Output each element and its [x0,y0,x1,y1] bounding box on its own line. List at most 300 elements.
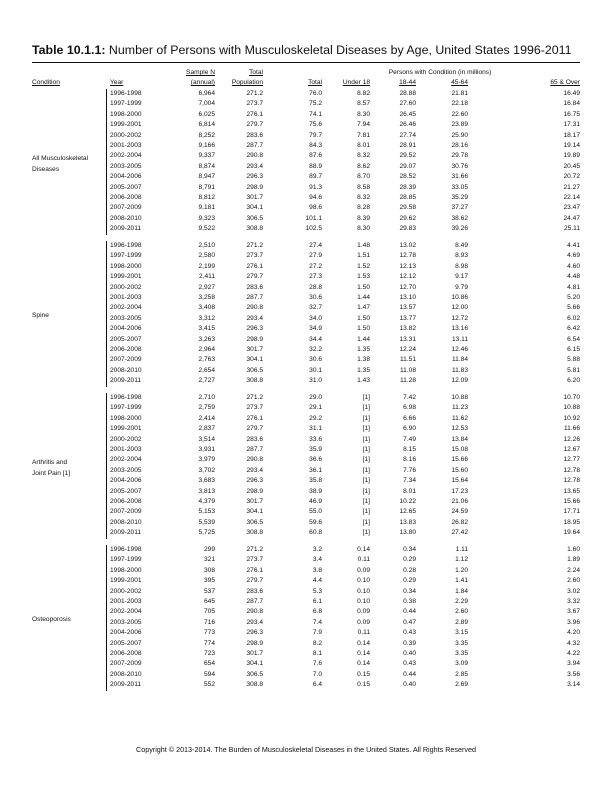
sample-n-cell: 2,837 [198,425,215,433]
year-cell: 2004-2006 [110,629,142,637]
age45-64-cell: 3.09 [455,660,468,668]
age45-64-cell: 33.05 [451,183,468,191]
age45-64-cell: 24.59 [451,508,468,516]
table-row [0,303,612,313]
age45-64-cell: 35.29 [451,194,468,201]
year-cell: 2003-2005 [110,162,142,170]
total-cell: 8.1 [312,650,322,657]
table-row [0,99,612,109]
age18-44-cell: 0.39 [403,639,416,647]
header-year: Year [110,79,124,86]
sample-n-cell: 2,964 [198,346,215,353]
total-pop-cell: 296.3 [246,477,263,485]
age65-cell: 12.77 [563,456,580,464]
age65-cell: 19.64 [563,529,580,537]
age45-64-cell: 30.76 [451,162,468,170]
total-pop-cell: 276.1 [246,262,263,270]
table-title-text: Number of Persons with Musculoskeletal Diseases by Age, United States 1996-2011 [105,43,572,57]
age18-44-cell: 7.34 [403,477,416,485]
under18-cell: 7.81 [357,131,370,139]
sample-n-cell: 308 [203,566,215,574]
under18-cell: 0.10 [357,598,370,605]
total-pop-cell: 290.8 [246,608,263,616]
total-cell: 32.2 [309,346,322,353]
age45-64-cell: 31.66 [451,173,468,181]
under18-cell: 1.52 [357,262,370,270]
total-pop-cell: 306.5 [246,518,263,526]
age65-cell: 4.69 [567,252,580,260]
total-cell: 5.3 [312,587,322,595]
total-pop-cell: 308.8 [246,529,263,537]
sample-n-cell: 6,964 [198,90,215,97]
sample-n-cell: 8,947 [198,173,215,181]
age18-44-cell: 0.28 [403,566,416,574]
total-pop-cell: 304.1 [246,204,263,212]
under18-cell: [1] [362,498,370,505]
total-cell: 6.4 [312,681,322,689]
age18-44-cell: 8.01 [403,487,416,495]
total-cell: 75.6 [309,121,322,129]
total-pop-cell: 293.4 [246,314,263,322]
total-pop-cell: 276.1 [246,566,263,574]
total-pop-cell: 271.2 [246,242,263,249]
total-cell: 8.2 [312,639,322,647]
table-row [0,262,612,272]
under18-cell: 8.70 [357,173,370,181]
sample-n-cell: 395 [203,577,215,585]
year-cell: 2003-2005 [110,466,142,474]
total-cell: 6.1 [312,598,322,605]
age45-64-cell: 21.81 [451,90,468,97]
age65-cell: 22.14 [563,194,580,201]
age65-cell: 11.66 [563,425,580,433]
age65-cell: 20.72 [563,173,580,181]
age65-cell: 25.11 [563,225,580,233]
sample-n-cell: 2,763 [198,356,215,364]
table-row [0,335,612,345]
year-cell: 1996-1998 [110,394,142,401]
under18-cell: 1.38 [357,356,370,364]
year-cell: 2005-2007 [110,335,142,343]
sample-n-cell: 2,510 [198,242,215,249]
year-cell: 2005-2007 [110,639,142,647]
age45-64-cell: 12.72 [451,314,468,322]
total-pop-cell: 298.9 [246,487,263,495]
total-pop-cell: 308.8 [246,377,263,385]
sample-n-cell: 2,727 [198,377,215,385]
age18-44-cell: 26.46 [399,121,416,129]
year-cell: 2001-2003 [110,142,142,149]
age18-44-cell: 6.66 [403,414,416,422]
table-row [0,455,612,465]
sample-n-cell: 654 [203,660,215,668]
age45-64-cell: 17.23 [451,487,468,495]
total-pop-cell: 271.2 [246,90,263,97]
age45-64-cell: 1.84 [455,587,468,595]
total-cell: 88.9 [309,162,322,170]
age45-64-cell: 9.17 [455,273,468,281]
age18-44-cell: 11.08 [399,366,416,374]
age45-64-cell: 15.08 [451,446,468,453]
sample-n-cell: 8,874 [198,162,215,170]
age65-cell: 5.66 [567,304,580,312]
under18-cell: 1.53 [357,273,370,281]
age18-44-cell: 28.52 [399,173,416,181]
age18-44-cell: 27.74 [399,131,416,139]
table-row [0,224,612,234]
header-sample-n-line1: Sample N [186,69,215,76]
year-cell: 2007-2009 [110,356,142,364]
age45-64-cell: 39.26 [451,225,468,233]
age45-64-cell: 21.06 [451,498,468,505]
table-row [0,314,612,324]
table-row [0,172,612,182]
age45-64-cell: 1.11 [455,546,468,553]
year-cell: 1997-1999 [110,252,142,260]
table-row [0,393,612,403]
age18-44-cell: 11.51 [399,356,416,364]
age18-44-cell: 12.78 [399,252,416,260]
age65-cell: 3.02 [567,587,580,595]
total-pop-cell: 276.1 [246,414,263,422]
total-pop-cell: 301.7 [246,194,263,201]
age18-44-cell: 0.44 [403,670,416,678]
under18-cell: [1] [362,466,370,474]
total-pop-cell: 273.7 [246,252,263,260]
table-row [0,366,612,376]
total-cell: 89.7 [309,173,322,181]
total-pop-cell: 306.5 [246,670,263,678]
age65-cell: 17.71 [563,508,580,516]
year-cell: 1996-1998 [110,242,142,249]
table-row [0,241,612,251]
table-row [0,89,612,99]
age18-44-cell: 12.13 [399,262,416,270]
table-row [0,324,612,334]
age18-44-cell: 0.29 [403,556,416,564]
age18-44-cell: 28.88 [399,90,416,97]
age65-cell: 6.42 [567,325,580,333]
age65-cell: 4.60 [567,262,580,270]
under18-cell: 0.11 [357,556,370,564]
sample-n-cell: 2,927 [198,283,215,291]
title-rule [32,62,580,63]
age65-cell: 13.65 [563,487,580,495]
total-cell: 34.4 [309,335,322,343]
sample-n-cell: 716 [203,618,215,626]
age65-cell: 5.20 [567,294,580,301]
age45-64-cell: 3.35 [455,650,468,657]
under18-cell: [1] [362,446,370,453]
age65-cell: 16.84 [563,100,580,108]
sample-n-cell: 3,979 [198,456,215,464]
total-cell: 31.1 [309,425,322,433]
age18-44-cell: 13.02 [399,242,416,249]
sample-n-cell: 8,252 [198,131,215,139]
table-row [0,424,612,434]
header-condition: Condition [32,79,60,86]
under18-cell: [1] [362,425,370,433]
total-cell: 3.4 [312,556,322,564]
age18-44-cell: 13.83 [399,518,416,526]
total-cell: 60.8 [309,529,322,537]
under18-cell: 0.11 [357,629,370,637]
header-persons-group: Persons with Condition (in millions) [388,69,492,76]
table-row [0,272,612,282]
sample-n-cell: 9,337 [198,152,215,160]
age65-cell: 4.22 [567,650,580,657]
under18-cell: 1.44 [357,335,370,343]
header-sample-n-line2: (annual) [190,79,215,86]
total-cell: 27.2 [309,262,322,270]
age45-64-cell: 1.20 [455,566,468,574]
total-pop-cell: 296.3 [246,173,263,181]
total-cell: 79.7 [309,131,322,139]
year-cell: 2003-2005 [110,314,142,322]
table-row [0,507,612,517]
year-cell: 2003-2005 [110,618,142,626]
age45-64-cell: 8.49 [455,242,468,249]
under18-cell: [1] [362,477,370,485]
year-cell: 1998-2000 [110,110,142,118]
total-pop-cell: 293.4 [246,466,263,474]
sample-n-cell: 8,812 [198,194,215,201]
age65-cell: 19.14 [563,142,580,149]
copyright-footer: Copyright © 2013-2014. The Burden of Musculoskeletal Diseases in the United States. All Rights Reserved [136,745,476,754]
age45-64-cell: 2.69 [455,681,468,689]
under18-cell: 8.30 [357,225,370,233]
total-pop-cell: 306.5 [246,214,263,222]
total-cell: 29.1 [309,404,322,412]
sample-n-cell: 3,931 [198,446,215,453]
age65-cell: 12.78 [563,477,580,485]
total-cell: 3.8 [312,566,322,574]
condition-label-line: Joint Pain [1] [32,469,71,477]
year-cell: 2000-2002 [110,131,142,139]
sample-n-cell: 9,522 [198,225,215,233]
table-row [0,435,612,445]
sample-n-cell: 774 [203,639,215,647]
under18-cell: 8.01 [357,142,370,149]
total-pop-cell: 273.7 [246,556,263,564]
under18-cell: 8.28 [357,204,370,212]
under18-cell: 0.14 [357,660,370,668]
age45-64-cell: 1.12 [455,556,468,564]
total-cell: 36.6 [309,456,322,464]
sample-n-cell: 7,004 [198,100,215,108]
age18-44-cell: 13.82 [399,325,416,333]
sample-n-cell: 3,702 [198,466,215,474]
total-pop-cell: 283.6 [246,587,263,595]
age65-cell: 5.88 [567,356,580,364]
sample-n-cell: 537 [203,587,215,595]
under18-cell: 1.44 [357,294,370,301]
age18-44-cell: 0.43 [403,629,416,637]
table-row [0,649,612,659]
under18-cell: 0.14 [357,546,370,553]
under18-cell: 8.32 [357,194,370,201]
age65-cell: 6.54 [567,335,580,343]
sample-n-cell: 723 [203,650,215,657]
total-cell: 30.6 [309,356,322,364]
age45-64-cell: 37.27 [451,204,468,212]
header-under18: Under 18 [342,79,370,86]
table-row [0,355,612,365]
age18-44-cell: 0.40 [403,681,416,689]
table-row [0,376,612,386]
page-title [32,43,572,57]
year-cell: 2001-2003 [110,598,142,605]
age18-44-cell: 29.62 [399,214,416,222]
sample-n-cell: 9,181 [198,204,215,212]
age45-64-cell: 8.98 [455,262,468,270]
year-cell: 2005-2007 [110,183,142,191]
age65-cell: 6.02 [567,314,580,322]
age18-44-cell: 0.47 [403,618,416,626]
header-sample-n [170,69,215,76]
age18-44-cell: 0.44 [403,608,416,616]
total-cell: 74.1 [309,110,322,118]
total-cell: 7.4 [312,618,322,626]
age18-44-cell: 0.34 [403,587,416,595]
total-pop-cell: 304.1 [246,356,263,364]
age65-cell: 3.67 [567,608,580,616]
table-row [0,120,612,130]
age65-cell: 16.75 [563,110,580,118]
age65-cell: 4.32 [567,639,580,647]
total-pop-cell: 273.7 [246,404,263,412]
age18-44-cell: 28.39 [399,183,416,191]
year-cell: 2008-2010 [110,366,142,374]
table-row [0,555,612,565]
age45-64-cell: 2.89 [455,618,468,626]
table-row [0,566,612,576]
age45-64-cell: 10.88 [451,394,468,401]
total-cell: 102.5 [305,225,322,233]
year-cell: 2004-2006 [110,325,142,333]
total-cell: 91.3 [309,183,322,191]
age65-cell: 12.78 [563,466,580,474]
year-cell: 2006-2008 [110,194,142,201]
sample-n-cell: 552 [203,681,215,689]
under18-cell: 1.35 [357,346,370,353]
sample-n-cell: 8,791 [198,183,215,191]
age45-64-cell: 15.64 [451,477,468,485]
age18-44-cell: 12.65 [399,508,416,516]
condition-label-line: Diseases [32,165,60,173]
under18-cell: [1] [362,414,370,422]
year-cell: 2002-2004 [110,152,142,160]
age65-cell: 3.94 [567,660,580,668]
under18-cell: [1] [362,487,370,495]
total-cell: 98.6 [309,204,322,212]
year-cell: 2009-2011 [110,225,142,233]
total-pop-cell: 301.7 [246,650,263,657]
age45-64-cell: 13.11 [451,335,468,343]
condition-label-line: Osteoporosis [32,616,71,624]
sample-n-cell: 3,263 [198,335,215,343]
age18-44-cell: 13.80 [399,529,416,537]
year-cell: 2009-2011 [110,681,142,689]
under18-cell: [1] [362,508,370,516]
age45-64-cell: 13.16 [451,325,468,333]
age65-cell: 10.70 [563,394,580,401]
age45-64-cell: 15.60 [451,466,468,474]
age65-cell: 10.88 [563,404,580,412]
sample-n-cell: 3,683 [198,477,215,485]
total-pop-cell: 301.7 [246,498,263,505]
total-cell: 38.9 [309,487,322,495]
under18-cell: 0.14 [357,639,370,647]
sample-n-cell: 2,654 [198,366,215,374]
total-cell: 31.0 [309,377,322,385]
age18-44-cell: 27.60 [399,100,416,108]
age18-44-cell: 6.90 [403,425,416,433]
table-row [0,131,612,141]
total-pop-cell: 287.7 [246,446,263,453]
total-cell: 29.0 [309,394,322,401]
total-cell: 87.6 [309,152,322,160]
total-cell: 27.3 [309,273,322,281]
year-cell: 2000-2002 [110,435,142,443]
total-cell: 32.7 [309,304,322,312]
total-pop-cell: 283.6 [246,435,263,443]
total-cell: 27.4 [309,242,322,249]
age65-cell: 4.81 [567,283,580,291]
under18-cell: 1.48 [357,242,370,249]
year-cell: 1999-2001 [110,273,142,281]
age65-cell: 12.67 [563,446,580,453]
under18-cell: [1] [362,394,370,401]
total-cell: 34.9 [309,325,322,333]
year-cell: 2001-2003 [110,294,142,301]
total-cell: 33.6 [309,435,322,443]
age45-64-cell: 3.35 [455,639,468,647]
age45-64-cell: 8.93 [455,252,468,260]
header-total-pop-line2: Population [231,79,263,86]
condition-label-line: Arthritis and [32,458,68,466]
total-cell: 75.2 [309,100,322,108]
table-row [0,528,612,538]
total-cell: 29.2 [309,414,322,422]
total-pop-cell: 287.7 [246,598,263,605]
age18-44-cell: 28.85 [399,194,416,201]
table-row [0,659,612,669]
age65-cell: 18.17 [563,131,580,139]
total-cell: 28.8 [309,283,322,291]
total-pop-cell: 283.6 [246,283,263,291]
age18-44-cell: 13.77 [399,314,416,322]
total-cell: 6.8 [312,608,322,616]
total-cell: 55.0 [309,508,322,516]
table-row [0,628,612,638]
sample-n-cell: 5,153 [198,508,215,516]
table-row [0,518,612,528]
age65-cell: 21.27 [563,183,580,191]
table-row [0,345,612,355]
under18-cell: 0.10 [357,587,370,595]
total-cell: 46.9 [309,498,322,505]
under18-cell: 0.09 [357,618,370,626]
age45-64-cell: 2.60 [455,608,468,616]
age18-44-cell: 8.16 [403,456,416,464]
age65-cell: 24.47 [563,214,580,222]
sample-n-cell: 2,580 [198,252,215,260]
total-cell: 101.1 [305,214,322,222]
header-45-64: 45-64 [451,79,468,86]
age18-44-cell: 12.24 [399,346,416,353]
sample-n-cell: 645 [203,598,215,605]
